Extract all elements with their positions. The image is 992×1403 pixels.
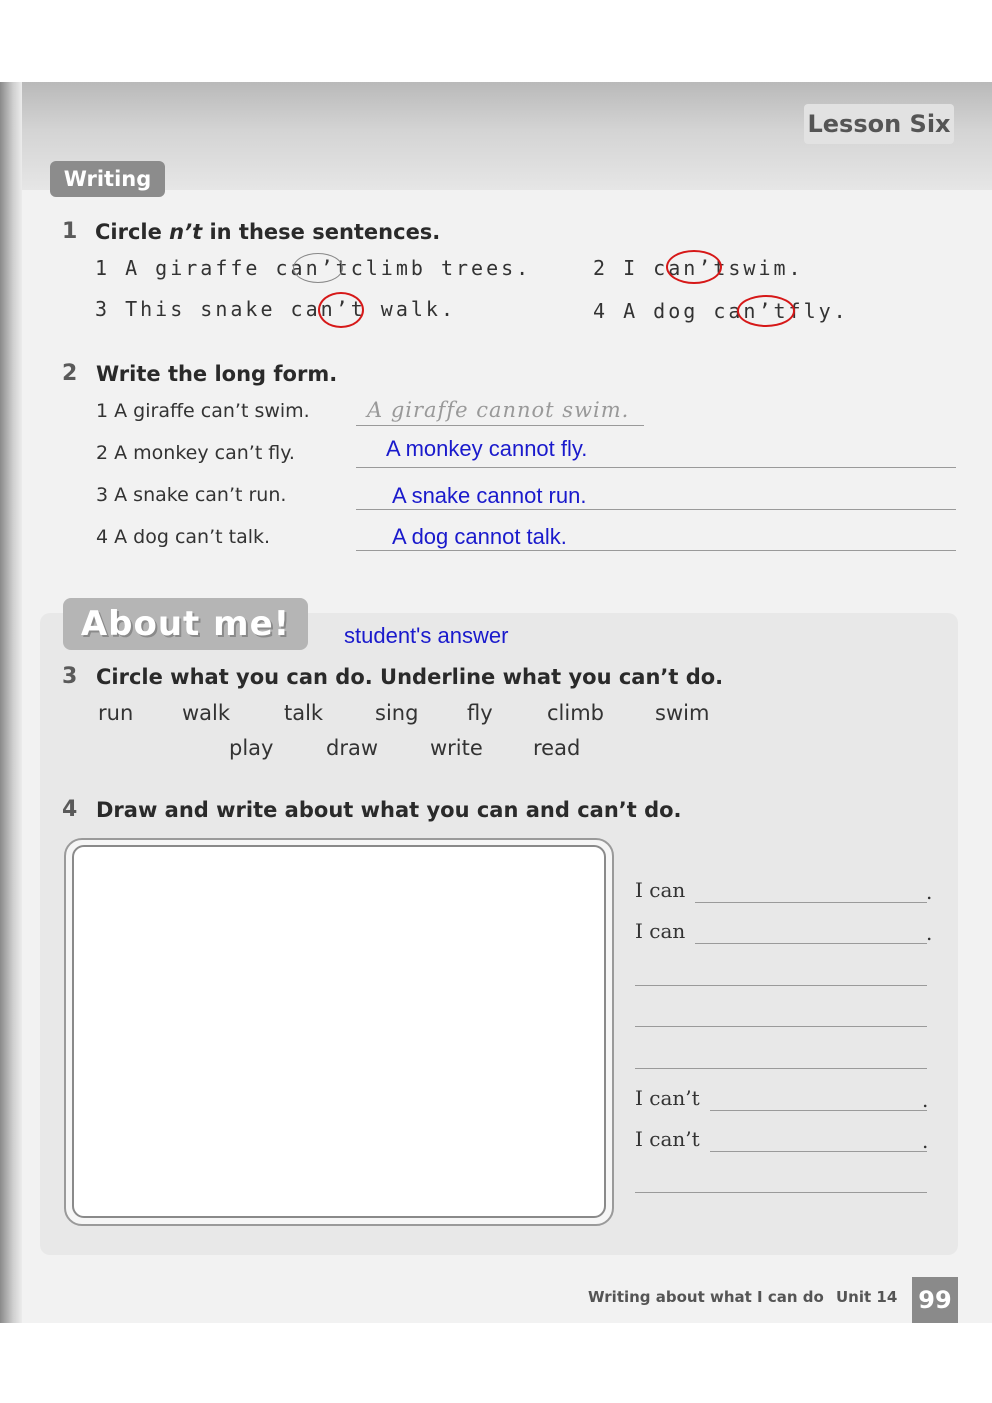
footer-topic: Writing about what I can do bbox=[588, 1288, 824, 1306]
word-swim[interactable]: swim bbox=[655, 701, 710, 725]
q4-number: 4 bbox=[62, 797, 78, 822]
q1-item-3-num: 3 bbox=[95, 297, 111, 321]
footer-unit: Unit 14 bbox=[836, 1288, 898, 1306]
q2-item-3-num: 3 bbox=[96, 484, 109, 506]
q2-line-3 bbox=[356, 509, 956, 510]
q1-item-3-mark: n’t bbox=[320, 297, 366, 321]
extra-line-3[interactable] bbox=[635, 1068, 927, 1069]
q1-prompt-pre: Circle bbox=[95, 220, 170, 244]
i-cant-label-2: I can’t bbox=[635, 1127, 700, 1151]
q1-red-circle-4 bbox=[737, 295, 795, 327]
q2-item-1-short: A giraffe can’t swim. bbox=[114, 400, 310, 422]
q1-item-1-mark: n’t bbox=[305, 256, 351, 280]
period-1: . bbox=[926, 880, 933, 904]
q1-item-4-pre: A dog ca bbox=[623, 299, 744, 323]
i-cant-line-2[interactable] bbox=[710, 1151, 927, 1152]
q2-line-2 bbox=[356, 467, 956, 468]
i-can-label-1: I can bbox=[635, 878, 686, 902]
period-4: . bbox=[922, 1129, 929, 1153]
q2-item-3-short: A snake can’t run. bbox=[114, 484, 287, 506]
q2-answer-4[interactable]: A dog cannot talk. bbox=[392, 524, 567, 549]
q2-item-2-num: 2 bbox=[96, 442, 109, 464]
q2-line-4 bbox=[356, 550, 956, 551]
word-play[interactable]: play bbox=[229, 736, 274, 760]
word-run[interactable]: run bbox=[98, 701, 134, 725]
word-climb[interactable]: climb bbox=[547, 701, 605, 725]
q1-sentence-3 bbox=[95, 297, 456, 321]
q2-item-1 bbox=[96, 400, 310, 422]
q2-item-3 bbox=[96, 484, 286, 506]
q3-number: 3 bbox=[62, 664, 78, 689]
q1-item-2-post: swim. bbox=[728, 256, 804, 280]
q1-item-3-pre: This snake ca bbox=[125, 297, 321, 321]
q1-item-2-num: 2 bbox=[593, 256, 609, 280]
q4-prompt: Draw and write about what you can and can’t do. bbox=[96, 798, 682, 822]
word-talk[interactable]: talk bbox=[284, 701, 324, 725]
q2-answer-3[interactable]: A snake cannot run. bbox=[392, 483, 587, 508]
q2-item-1-num: 1 bbox=[96, 400, 109, 422]
q1-item-1-pre: A giraffe ca bbox=[125, 256, 306, 280]
period-3: . bbox=[922, 1088, 929, 1112]
word-fly[interactable]: fly bbox=[467, 701, 493, 725]
word-read[interactable]: read bbox=[533, 736, 581, 760]
q2-prompt: Write the long form. bbox=[96, 362, 338, 386]
i-can-label-2: I can bbox=[635, 919, 686, 943]
word-draw[interactable]: draw bbox=[326, 736, 379, 760]
q1-item-4-num: 4 bbox=[593, 299, 609, 323]
about-me-title: About me! bbox=[63, 598, 308, 650]
q1-item-1-post: climb trees. bbox=[350, 256, 532, 280]
i-cant-label-1: I can’t bbox=[635, 1086, 700, 1110]
extra-line-4[interactable] bbox=[635, 1192, 927, 1193]
i-cant-line-1[interactable] bbox=[710, 1110, 927, 1111]
q1-red-circle-2 bbox=[666, 250, 722, 284]
q1-prompt-em: n’t bbox=[169, 220, 203, 244]
q3-prompt: Circle what you can do. Underline what you can’t do. bbox=[96, 665, 724, 689]
drawing-area[interactable] bbox=[72, 845, 606, 1218]
q1-sentence-4 bbox=[593, 299, 849, 323]
i-can-line-1[interactable] bbox=[695, 902, 927, 903]
q1-item-4-post: fly. bbox=[788, 299, 849, 323]
q1-item-2-mark: n’t bbox=[683, 256, 729, 280]
word-sing[interactable]: sing bbox=[375, 701, 419, 725]
q1-example-circle bbox=[293, 253, 343, 283]
q2-answer-2[interactable]: A monkey cannot fly. bbox=[386, 436, 588, 461]
q2-item-4-short: A dog can’t talk. bbox=[114, 526, 271, 548]
extra-line-1[interactable] bbox=[635, 985, 927, 986]
q2-item-2-short: A monkey can’t fly. bbox=[114, 442, 295, 464]
q2-example-answer: A giraffe cannot swim. bbox=[367, 398, 630, 422]
q1-item-2-pre: I ca bbox=[623, 256, 684, 280]
extra-line-2[interactable] bbox=[635, 1026, 927, 1027]
q1-item-3-post: walk. bbox=[365, 297, 457, 321]
q1-number: 1 bbox=[62, 219, 78, 244]
lesson-title: Lesson Six bbox=[804, 104, 954, 144]
i-can-line-2[interactable] bbox=[695, 943, 927, 944]
q2-item-4-num: 4 bbox=[96, 526, 109, 548]
period-2: . bbox=[926, 921, 933, 945]
section-tab-writing: Writing bbox=[50, 161, 165, 197]
q2-line-1 bbox=[356, 425, 644, 426]
page-spine bbox=[0, 82, 22, 1323]
q1-item-1-num: 1 bbox=[95, 256, 111, 280]
q1-item-4-mark: n’t bbox=[743, 299, 789, 323]
q2-item-2 bbox=[96, 442, 295, 464]
word-walk[interactable]: walk bbox=[182, 701, 231, 725]
q1-prompt-post: in these sentences. bbox=[202, 220, 441, 244]
page-number: 99 bbox=[912, 1277, 958, 1323]
q1-prompt bbox=[95, 220, 440, 244]
q2-item-4 bbox=[96, 526, 270, 548]
q1-red-circle-3 bbox=[318, 292, 364, 328]
q2-number: 2 bbox=[62, 361, 78, 386]
student-answer-note: student's answer bbox=[344, 623, 509, 648]
word-write[interactable]: write bbox=[430, 736, 483, 760]
